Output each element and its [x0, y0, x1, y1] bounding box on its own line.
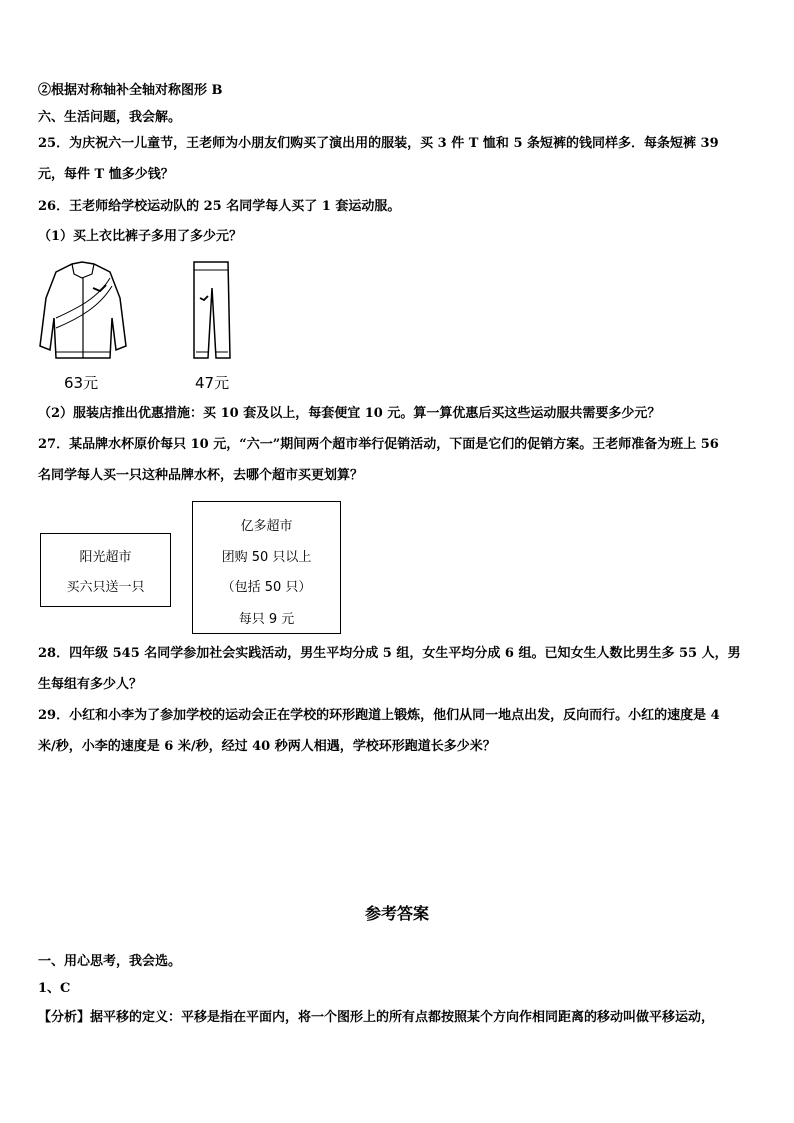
- question-26-part1: （1）买上衣比裤子多用了多少元？: [38, 229, 243, 244]
- text-line: ②根据对称轴补全轴对称图形 B: [38, 83, 223, 98]
- store-a-box: [40, 533, 171, 607]
- question-27-line2: 名同学每人买一只这种品牌水杯，去哪个超市买更划算？: [38, 468, 364, 483]
- jacket-price: 63元: [64, 374, 99, 392]
- question-26-part2: （2）服装店推出优惠措施：买 10 套及以上，每套便宜 10 元。算一算优惠后买这些运动服共需要多少元？: [38, 406, 661, 421]
- answer-section-heading: 一、用心思考，我会选。: [38, 954, 182, 969]
- pants-illustration: [188, 258, 233, 368]
- store-a-offer: 买六只送一只: [66, 580, 145, 595]
- question-25-line1: 25．为庆祝六一儿童节，王老师为小朋友们购买了演出用的服装，买 3 件 T 恤和 5 条短裤的钱同样多．每条短裤 39: [38, 136, 719, 151]
- store-b-line3: 每只 9 元: [238, 612, 295, 627]
- store-a-name: 阳光超市: [79, 550, 132, 565]
- jacket-illustration: [38, 258, 128, 368]
- store-b-line1: 团购 50 只以上: [221, 550, 312, 565]
- question-28-line1: 28．四年级 545 名同学参加社会实践活动，男生平均分成 5 组，女生平均分成 6 组。已知女生人数比男生多 55 人，男: [38, 646, 741, 661]
- answer-analysis: 【分析】据平移的定义：平移是指在平面内，将一个图形上的所有点都按照某个方向作相同距离的移动叫做平移运动，: [38, 1010, 715, 1025]
- question-29-line1: 29．小红和小李为了参加学校的运动会正在学校的环形跑道上锻炼，他们从同一地点出发，反向而行。小红的速度是 4: [38, 708, 720, 723]
- question-26: 26．王老师给学校运动队的 25 名同学每人买了 1 套运动服。: [38, 199, 401, 214]
- question-27-line1: 27．某品牌水杯原价每只 10 元，“六一”期间两个超市举行促销活动，下面是它们的促销方案。王老师准备为班上 56: [38, 437, 719, 452]
- store-b-line2: （包括 50 只）: [221, 580, 312, 595]
- answer-title: 参考答案: [364, 904, 429, 923]
- question-28-line2: 生每组有多少人？: [38, 677, 143, 692]
- pants-price: 47元: [195, 374, 230, 392]
- answer-1: 1、C: [38, 981, 71, 996]
- question-25-line2: 元，每件 T 恤多少钱？: [38, 167, 174, 182]
- store-b-box: [192, 501, 341, 634]
- section-heading: 六、生活问题，我会解。: [38, 110, 182, 125]
- store-b-name: 亿多超市: [240, 519, 293, 534]
- question-29-line2: 米/秒，小李的速度是 6 米/秒，经过 40 秒两人相遇，学校环形跑道长多少米？: [38, 739, 496, 754]
